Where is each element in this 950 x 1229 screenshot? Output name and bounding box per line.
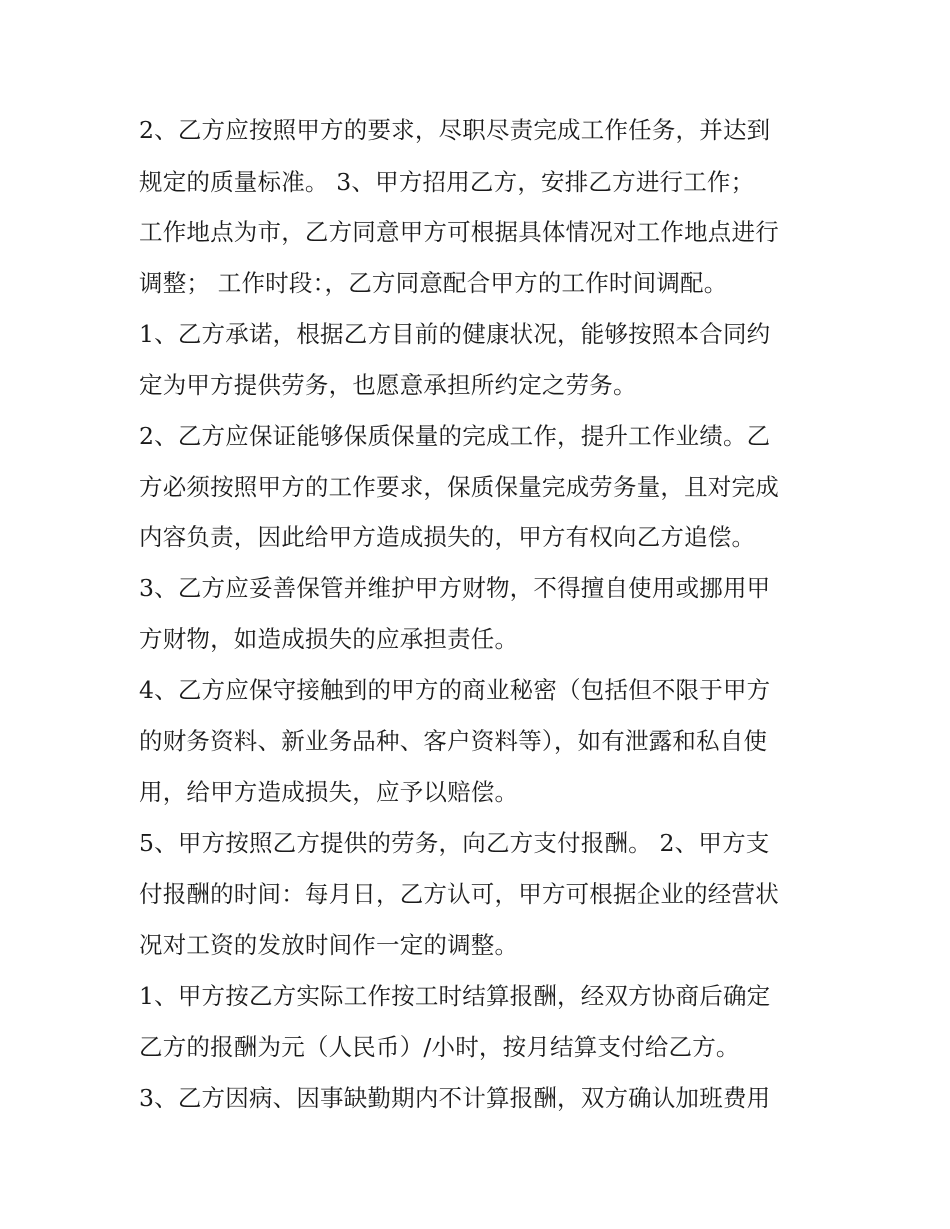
text-line: 2、乙方应保证能够保质保量的完成工作，提升工作业绩。乙 bbox=[139, 422, 771, 450]
text-line: 况对工资的发放时间作一定的调整。 bbox=[139, 931, 519, 959]
text-line: 工作地点为市，乙方同意甲方可根据具体情况对工作地点进行 bbox=[139, 218, 779, 246]
text-line: 用，给甲方造成损失，应予以赔偿。 bbox=[139, 778, 519, 806]
text-line: 4、乙方应保守接触到的甲方的商业秘密（包括但不限于甲方 bbox=[139, 676, 771, 704]
text-line: 的财务资料、新业务品种、客户资料等），如有泄露和私自使 bbox=[139, 727, 768, 755]
text-line: 方必须按照甲方的工作要求，保质保量完成劳务量，且对完成 bbox=[139, 473, 779, 501]
text-line: 方财物，如造成损失的应承担责任。 bbox=[139, 625, 519, 653]
text-line: 乙方的报酬为元（人民币）/小时，按月结算支付给乙方。 bbox=[139, 1033, 740, 1061]
text-line: 3、乙方因病、因事缺勤期内不计算报酬，双方确认加班费用 bbox=[139, 1084, 771, 1112]
text-line: 调整； 工作时段：，乙方同意配合甲方的工作时间调配。 bbox=[139, 269, 728, 297]
text-line: 2、乙方应按照甲方的要求，尽职尽责完成工作任务，并达到 bbox=[139, 116, 771, 144]
text-line: 规定的质量标准。 3、甲方招用乙方，安排乙方进行工作； bbox=[139, 168, 755, 196]
text-line: 1、乙方承诺，根据乙方目前的健康状况，能够按照本合同约 bbox=[139, 320, 771, 348]
text-line: 定为甲方提供劳务，也愿意承担所约定之劳务。 bbox=[139, 371, 637, 399]
text-line: 3、乙方应妥善保管并维护甲方财物，不得擅自使用或挪用甲 bbox=[139, 574, 771, 602]
text-line: 5、甲方按照乙方提供的劳务，向乙方支付报酬。 2、甲方支 bbox=[139, 829, 770, 857]
text-line: 1、甲方按乙方实际工作按工时结算报酬，经双方协商后确定 bbox=[139, 982, 771, 1010]
text-line: 内容负责，因此给甲方造成损失的，甲方有权向乙方追偿。 bbox=[139, 523, 756, 551]
text-line: 付报酬的时间：每月日，乙方认可，甲方可根据企业的经营状 bbox=[139, 880, 779, 908]
